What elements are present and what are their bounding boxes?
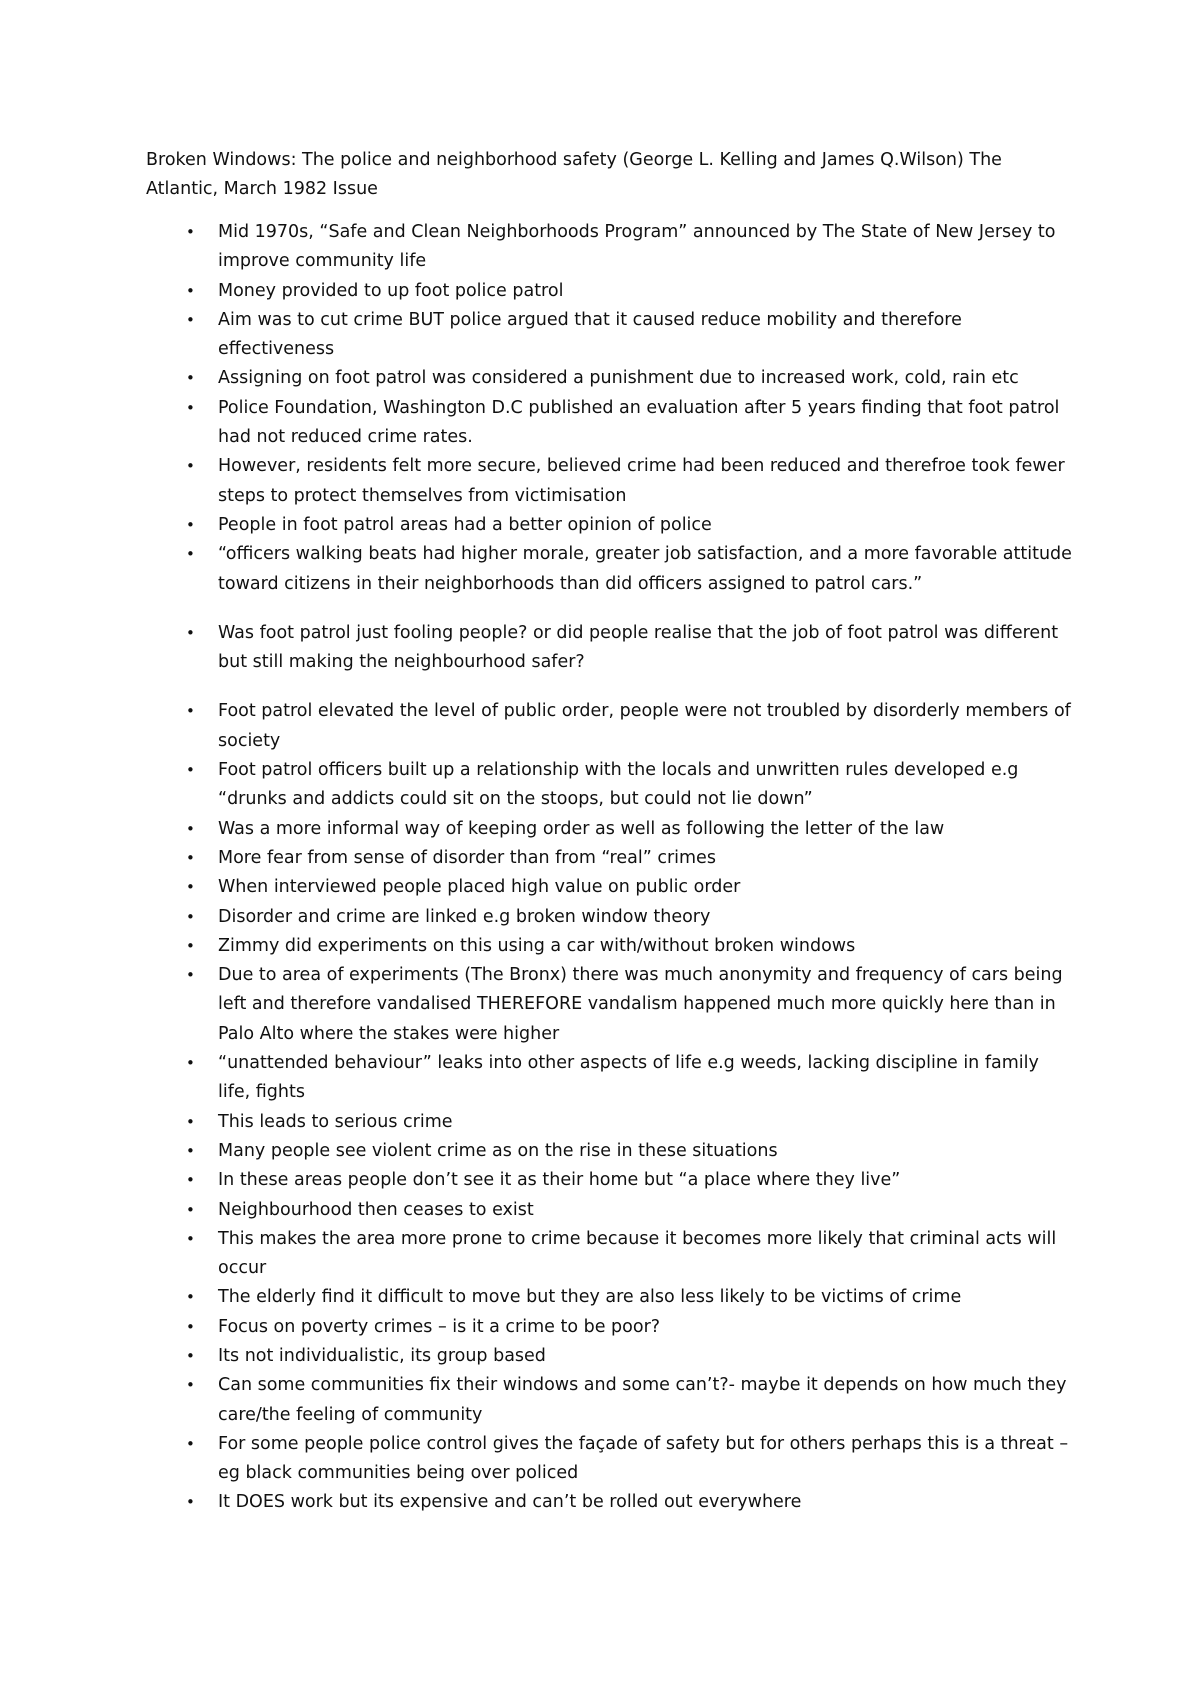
bullet-icon: • xyxy=(186,1493,195,1512)
bullet-icon: • xyxy=(186,702,195,721)
bullet-icon: • xyxy=(186,310,195,329)
list-item-text: Was a more informal way of keeping order as well as following the letter of the law xyxy=(218,818,945,839)
list-item-text: Due to area of experiments (The Bronx) there was much anonymity and frequency of cars being left and therefore vandalised THEREFORE vandalism happened much more quickly here than in Palo Alto where the stakes were higher xyxy=(218,965,1063,1044)
list-item xyxy=(146,540,1076,599)
bullet-icon: • xyxy=(186,623,195,642)
list-item xyxy=(146,903,1076,932)
list-item-text: This makes the area more prone to crime because it becomes more likely that criminal acts will occur xyxy=(218,1228,1057,1279)
list-item xyxy=(146,756,1076,815)
list-item xyxy=(146,697,1076,756)
list-item-text: However, residents felt more secure, believed crime had been reduced and therefroe took fewer steps to protect themselves from victimisation xyxy=(218,456,1065,506)
list-item xyxy=(146,844,1076,873)
list-item xyxy=(146,619,1076,678)
list-item xyxy=(146,306,1076,365)
list-item xyxy=(146,364,1076,393)
list-item-text: Police Foundation, Washington D.C published an evaluation after 5 years finding that foot patrol had not reduced crime rates. xyxy=(218,397,1060,448)
list-item-text: Zimmy did experiments on this using a car with/without broken windows xyxy=(218,935,856,956)
bullet-icon: • xyxy=(186,223,195,241)
list-item xyxy=(146,1225,1076,1284)
list-item-text: Assigning on foot patrol was considered a punishment due to increased work, cold, rain etc xyxy=(218,368,1019,389)
list-item xyxy=(146,394,1076,453)
list-item-text: Focus on poverty crimes – is it a crime to be poor? xyxy=(218,1316,661,1337)
list-item-text: “unattended behaviour” leaks into other aspects of life e.g weeds, lacking discipline in family life, fights xyxy=(218,1053,1039,1103)
bullet-icon: • xyxy=(186,515,195,534)
list-item xyxy=(146,1313,1076,1342)
list-item xyxy=(146,1108,1076,1137)
bullet-icon: • xyxy=(186,761,195,780)
list-item-text: In these areas people don’t see it as their home but “a place where they live” xyxy=(218,1170,901,1191)
bullet-icon: • xyxy=(186,1054,195,1073)
bullet-icon: • xyxy=(186,819,195,838)
list-item xyxy=(146,277,1076,306)
list-item-text: Foot patrol elevated the level of public order, people were not troubled by disorderly members of society xyxy=(218,701,1071,751)
list-item-text: Many people see violent crime as on the rise in these situations xyxy=(218,1140,778,1161)
list-item xyxy=(146,1342,1076,1371)
list-item-text: When interviewed people placed high value on public order xyxy=(218,877,741,898)
document-title: Broken Windows: The police and neighborhood safety (George L. Kelling and James Q.Wilson) The Atlantic, March 1982 Issue xyxy=(146,150,1002,199)
list-item-text: Neighbourhood then ceases to exist xyxy=(218,1199,534,1220)
list-item xyxy=(146,932,1076,961)
list-item xyxy=(146,452,1076,511)
bullet-icon: • xyxy=(186,1317,195,1336)
list-item xyxy=(146,1196,1076,1225)
list-item xyxy=(146,1488,1076,1517)
bullet-icon: • xyxy=(186,966,195,985)
list-item xyxy=(146,511,1076,540)
bullet-icon: • xyxy=(186,1376,195,1395)
list-item-text: Can some communities fix their windows and some can’t?- maybe it depends on how much they care/the feeling of community xyxy=(218,1375,1067,1425)
bullet-icon: • xyxy=(186,1288,195,1307)
bullet-list xyxy=(146,218,1076,1518)
list-item-text: The elderly find it difficult to move but they are also less likely to be victims of crime xyxy=(218,1287,962,1308)
list-item-text: For some people police control gives the façade of safety but for others perhaps this is a threat – eg black communities being over policed xyxy=(218,1433,1069,1484)
bullet-icon: • xyxy=(186,1112,195,1131)
list-item xyxy=(146,1166,1076,1195)
list-item xyxy=(146,1371,1076,1430)
list-item xyxy=(146,1137,1076,1166)
list-item-text: Foot patrol officers built up a relationship with the locals and unwritten rules developed e.g “drunks and addicts could sit on the stoops, but could not lie down” xyxy=(218,760,1019,810)
bullet-icon: • xyxy=(186,281,195,300)
bullet-icon: • xyxy=(186,848,195,867)
list-item xyxy=(146,873,1076,902)
bullet-icon: • xyxy=(186,1200,195,1219)
bullet-icon: • xyxy=(186,1434,195,1453)
bullet-icon: • xyxy=(186,369,195,388)
list-item-text: “officers walking beats had higher morale, greater job satisfaction, and a more favorable attitude toward citizens in their neighborhoods than did officers assigned to patrol cars.” xyxy=(218,544,1072,594)
list-item xyxy=(146,1430,1076,1489)
list-item xyxy=(146,1049,1076,1108)
list-item xyxy=(146,815,1076,844)
bullet-icon: • xyxy=(186,936,195,955)
list-item-text: This leads to serious crime xyxy=(218,1111,453,1132)
list-item-text: Was foot patrol just fooling people? or did people realise that the job of foot patrol was different but still making the neighbourhood safer? xyxy=(218,622,1059,673)
list-item-text: People in foot patrol areas had a better opinion of police xyxy=(218,514,712,535)
bullet-icon: • xyxy=(186,398,195,417)
list-item xyxy=(146,1283,1076,1312)
bullet-icon: • xyxy=(186,907,195,926)
list-item xyxy=(146,218,1076,277)
bullet-icon: • xyxy=(186,1229,195,1248)
bullet-icon: • xyxy=(186,1346,195,1365)
list-item-text: More fear from sense of disorder than from “real” crimes xyxy=(218,847,716,868)
bullet-icon: • xyxy=(186,545,195,564)
list-item-text: Mid 1970s, “Safe and Clean Neighborhoods Program” announced by The State of New Jersey to improve community life xyxy=(218,222,1056,272)
list-item-text: Its not individualistic, its group based xyxy=(218,1345,546,1366)
bullet-icon: • xyxy=(186,457,195,476)
bullet-icon: • xyxy=(186,1141,195,1160)
bullet-icon: • xyxy=(186,878,195,897)
list-item-text: It DOES work but its expensive and can’t be rolled out everywhere xyxy=(218,1492,802,1513)
list-item-text: Disorder and crime are linked e.g broken window theory xyxy=(218,906,711,927)
list-item xyxy=(146,961,1076,1049)
list-item-text: Money provided to up foot police patrol xyxy=(218,280,564,301)
list-item-text: Aim was to cut crime BUT police argued that it caused reduce mobility and therefore effectiveness xyxy=(218,309,962,360)
bullet-icon: • xyxy=(186,1171,195,1190)
